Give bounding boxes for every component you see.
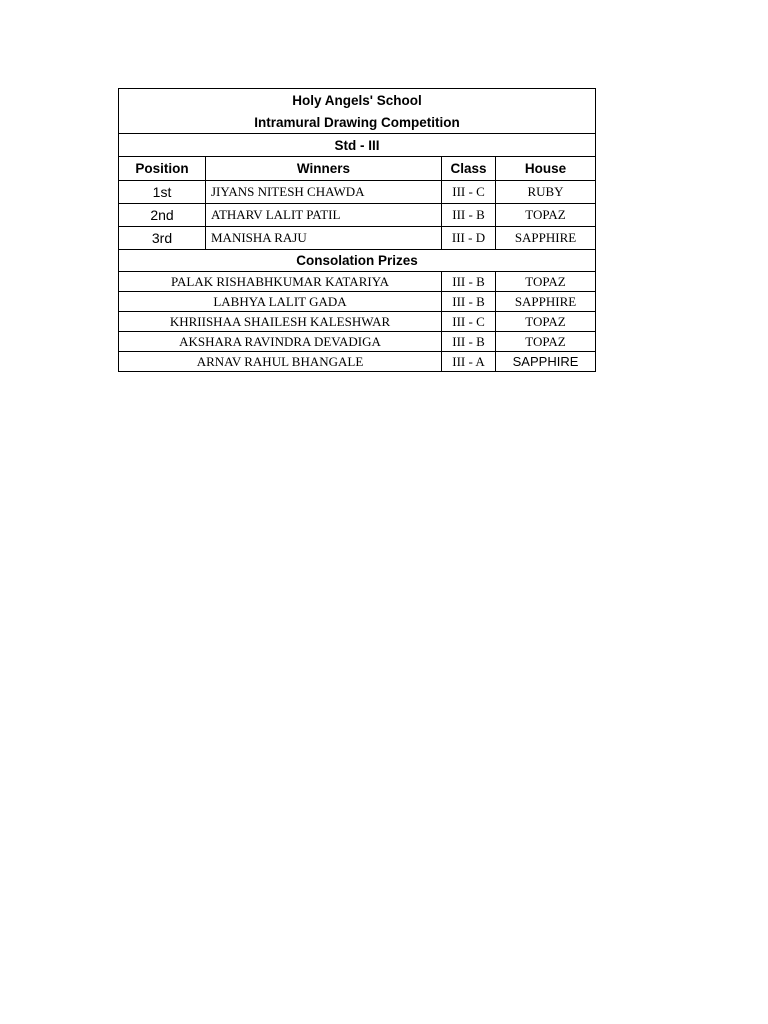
header-position: Position [119,157,206,181]
consolation-row [119,312,596,332]
consolation-house: TOPAZ [496,272,596,292]
consolation-class: III - B [442,272,496,292]
consolation-row [119,292,596,312]
winner-name: MANISHA RAJU [206,227,442,250]
competition-name: Intramural Drawing Competition [119,111,596,134]
winner-name: JIYANS NITESH CHAWDA [206,181,442,204]
winner-class: III - D [442,227,496,250]
winner-house: RUBY [496,181,596,204]
std-label: Std - III [119,134,596,157]
header-winners: Winners [206,157,442,181]
winner-row [119,227,596,250]
consolation-house: TOPAZ [496,312,596,332]
header-class: Class [442,157,496,181]
consolation-row [119,352,596,372]
winner-position: 1st [119,181,206,204]
winner-class: III - C [442,181,496,204]
winner-class: III - B [442,204,496,227]
winner-row [119,204,596,227]
title-row-competition [119,111,596,134]
winner-row [119,181,596,204]
title-row-std [119,134,596,157]
consolation-name: AKSHARA RAVINDRA DEVADIGA [119,332,442,352]
consolation-class: III - C [442,312,496,332]
consolation-house: SAPPHIRE [496,292,596,312]
header-house: House [496,157,596,181]
consolation-title-row [119,250,596,272]
results-table [118,88,596,372]
winner-position: 2nd [119,204,206,227]
consolation-name: ARNAV RAHUL BHANGALE [119,352,442,372]
consolation-class: III - A [442,352,496,372]
consolation-title: Consolation Prizes [119,250,596,272]
consolation-class: III - B [442,332,496,352]
winner-house: TOPAZ [496,204,596,227]
school-name: Holy Angels' School [119,89,596,112]
consolation-class: III - B [442,292,496,312]
consolation-row [119,272,596,292]
consolation-name: PALAK RISHABHKUMAR KATARIYA [119,272,442,292]
winner-name: ATHARV LALIT PATIL [206,204,442,227]
winner-position: 3rd [119,227,206,250]
consolation-house: SAPPHIRE [496,352,596,372]
header-row [119,157,596,181]
consolation-row [119,332,596,352]
winner-house: SAPPHIRE [496,227,596,250]
consolation-house: TOPAZ [496,332,596,352]
consolation-name: LABHYA LALIT GADA [119,292,442,312]
consolation-name: KHRIISHAA SHAILESH KALESHWAR [119,312,442,332]
title-row-school [119,89,596,112]
